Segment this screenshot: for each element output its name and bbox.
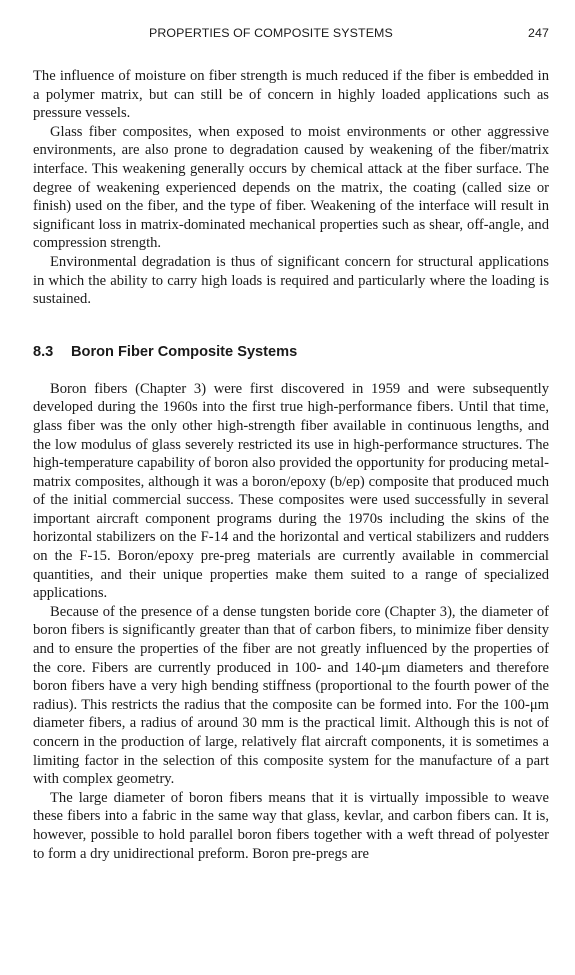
intro-text xyxy=(33,67,549,309)
page-number: 247 xyxy=(528,26,549,40)
section-heading xyxy=(33,342,549,362)
running-title: PROPERTIES OF COMPOSITE SYSTEMS xyxy=(149,26,393,40)
running-head xyxy=(33,24,549,44)
book-page xyxy=(33,24,549,863)
paragraph: Boron fibers (Chapter 3) were first discovered in 1959 and were subsequently developed during the 1960s into the first true high-performance fibers. Until that time, glass fiber was the only other high-strength fiber available in continuous lengths, and the low modulus of glass severely restricted its use in high-performance structures. The high-temperature capability of boron also provided the opportunity for producing metal-matrix composites, although it was a boron/epoxy (b/ep) composite that produced much of the initial commercial success. These composites were used successfully in several important aircraft component programs during the 1970s including the skins of the horizontal stabilizers on the F-14 and the horizontal and vertical stabilizers and rudders on the F-15. Boron/epoxy pre-preg materials are currently available in commercial quantities, and their unique properties make them suited to a range of specialized applications. xyxy=(33,380,549,602)
section-number: 8.3 xyxy=(33,343,54,360)
paragraph: Because of the presence of a dense tungsten boride core (Chapter 3), the diameter of boron fibers is significantly greater than that of carbon fibers, to minimize fiber density and to ensure the properties of the fiber are not greatly influenced by the properties of the core. Fibers are currently produced in 100- and 140-μm diameters and therefore boron fibers have a very high bending stiffness (proportional to the fourth power of the radius). This restricts the radius that the composite can be formed into. For the 100-μm diameter fibers, a radius of around 30 mm is the practical limit. Although this is not of concern in the production of large, relatively flat aircraft components, it is sometimes a limiting factor in the selection of this composite system for the manufacture of a part with complex geometry. xyxy=(33,603,549,788)
paragraph: The large diameter of boron fibers means that it is virtually impossible to weave these fibers into a fabric in the same way that glass, kevlar, and carbon fibers can. It is, however, possible to hold parallel boron fibers together with a weft thread of polyester to form a dry unidirectional preform. Boron pre-pregs are xyxy=(33,789,549,862)
section-body xyxy=(33,380,549,863)
section-title: Boron Fiber Composite Systems xyxy=(71,343,298,360)
paragraph: The influence of moisture on fiber strength is much reduced if the fiber is embedded in a polymer matrix, but can still be of concern in highly loaded applications such as pressure vessels. xyxy=(33,68,549,122)
paragraph: Glass fiber composites, when exposed to moist environments or other aggressive environments, are also prone to degradation caused by weakening of the fiber/matrix interface. This weakening generally occurs by chemical attack at the fiber surface. The degree of weakening experienced depends on the matrix, the coating (called size or finish) used on the fiber, and the type of fiber. Weakening of the interface will result in significant loss in matrix-dominated mechanical properties such as shear, off-angle, and compression strength. xyxy=(33,123,549,252)
paragraph: Environmental degradation is thus of significant concern for structural applications in which the ability to carry high loads is required and particularly where the loading is sustained. xyxy=(33,253,549,308)
